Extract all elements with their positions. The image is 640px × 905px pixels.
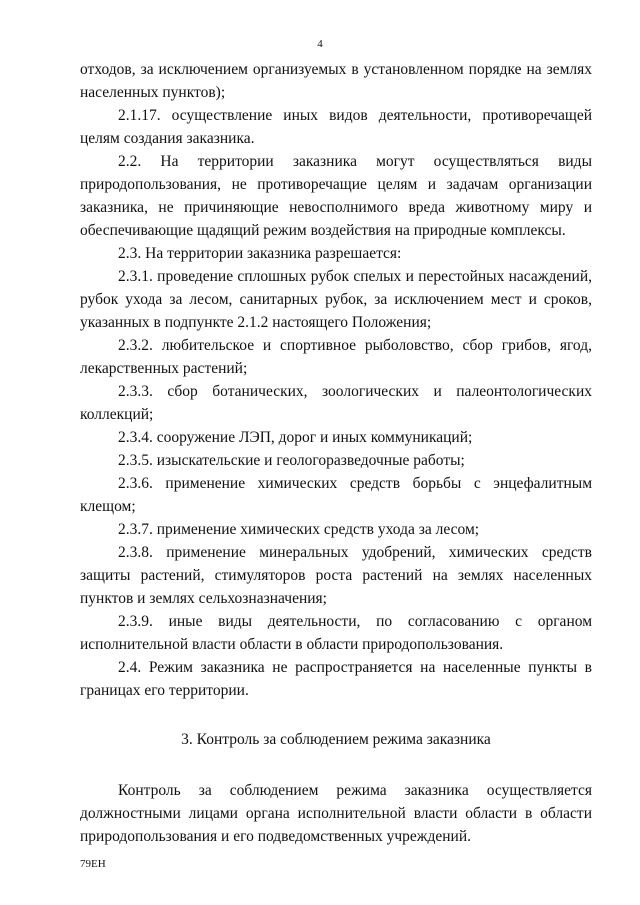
paragraph: 2.2. На территории заказника могут осуществляться виды природопользования, не противоречащие целям и задачам организации заказника, не причиняющие невосполнимого вреда животному миру и обеспечивающие щадящий режим воздействия на природные комплексы. bbox=[80, 153, 592, 239]
document-body bbox=[80, 58, 592, 848]
page-number: 4 bbox=[317, 38, 323, 50]
paragraph: отходов, за исключением организуемых в установленном порядке на землях населенных пунктов); bbox=[80, 61, 592, 101]
paragraph: 2.3.7. применение химических средств ухода за лесом; bbox=[118, 521, 480, 538]
paragraph: 2.3.3. сбор ботанических, зоологических и палеонтологических коллекций; bbox=[80, 383, 592, 423]
paragraph: 2.1.17. осуществление иных видов деятельности, противоречащей целям создания заказника. bbox=[80, 107, 592, 147]
paragraph: 2.3.5. изыскательские и геологоразведочные работы; bbox=[118, 452, 465, 469]
paragraph: 2.4. Режим заказника не распространяется на населенные пункты в границах его территории. bbox=[80, 659, 592, 699]
paragraph: 2.3.6. применение химических средств борьбы с энцефалитным клещом; bbox=[80, 475, 592, 515]
footer-document-code: 79ЕН bbox=[80, 858, 106, 870]
section-heading: 3. Контроль за соблюдением режима заказника bbox=[181, 731, 491, 748]
paragraph: 2.3.9. иные виды деятельности, по согласованию с органом исполнительной власти области в области природопользования. bbox=[80, 613, 592, 653]
paragraph: 2.3. На территории заказника разрешается: bbox=[118, 245, 402, 262]
paragraph: 2.3.4. сооружение ЛЭП, дорог и иных коммуникаций; bbox=[118, 429, 473, 446]
paragraph: Контроль за соблюдением режима заказника осуществляется должностными лицами органа исполнительной власти области в области природопользования и его подведомственных учреждений. bbox=[80, 782, 592, 845]
section-spacer bbox=[80, 751, 592, 779]
paragraph: 2.3.1. проведение сплошных рубок спелых и перестойных насаждений, рубок ухода за лесом, санитарных рубок, за исключением мест и сроков, указанных в подпункте 2.1.2 настоящего Положения; bbox=[80, 268, 592, 331]
paragraph: 2.3.2. любительское и спортивное рыболовство, сбор грибов, ягод, лекарственных растений; bbox=[80, 337, 592, 377]
paragraph: 2.3.8. применение минеральных удобрений, химических средств защиты растений, стимуляторов роста растений на землях населенных пунктов и землях сельхозназначения; bbox=[80, 544, 592, 607]
